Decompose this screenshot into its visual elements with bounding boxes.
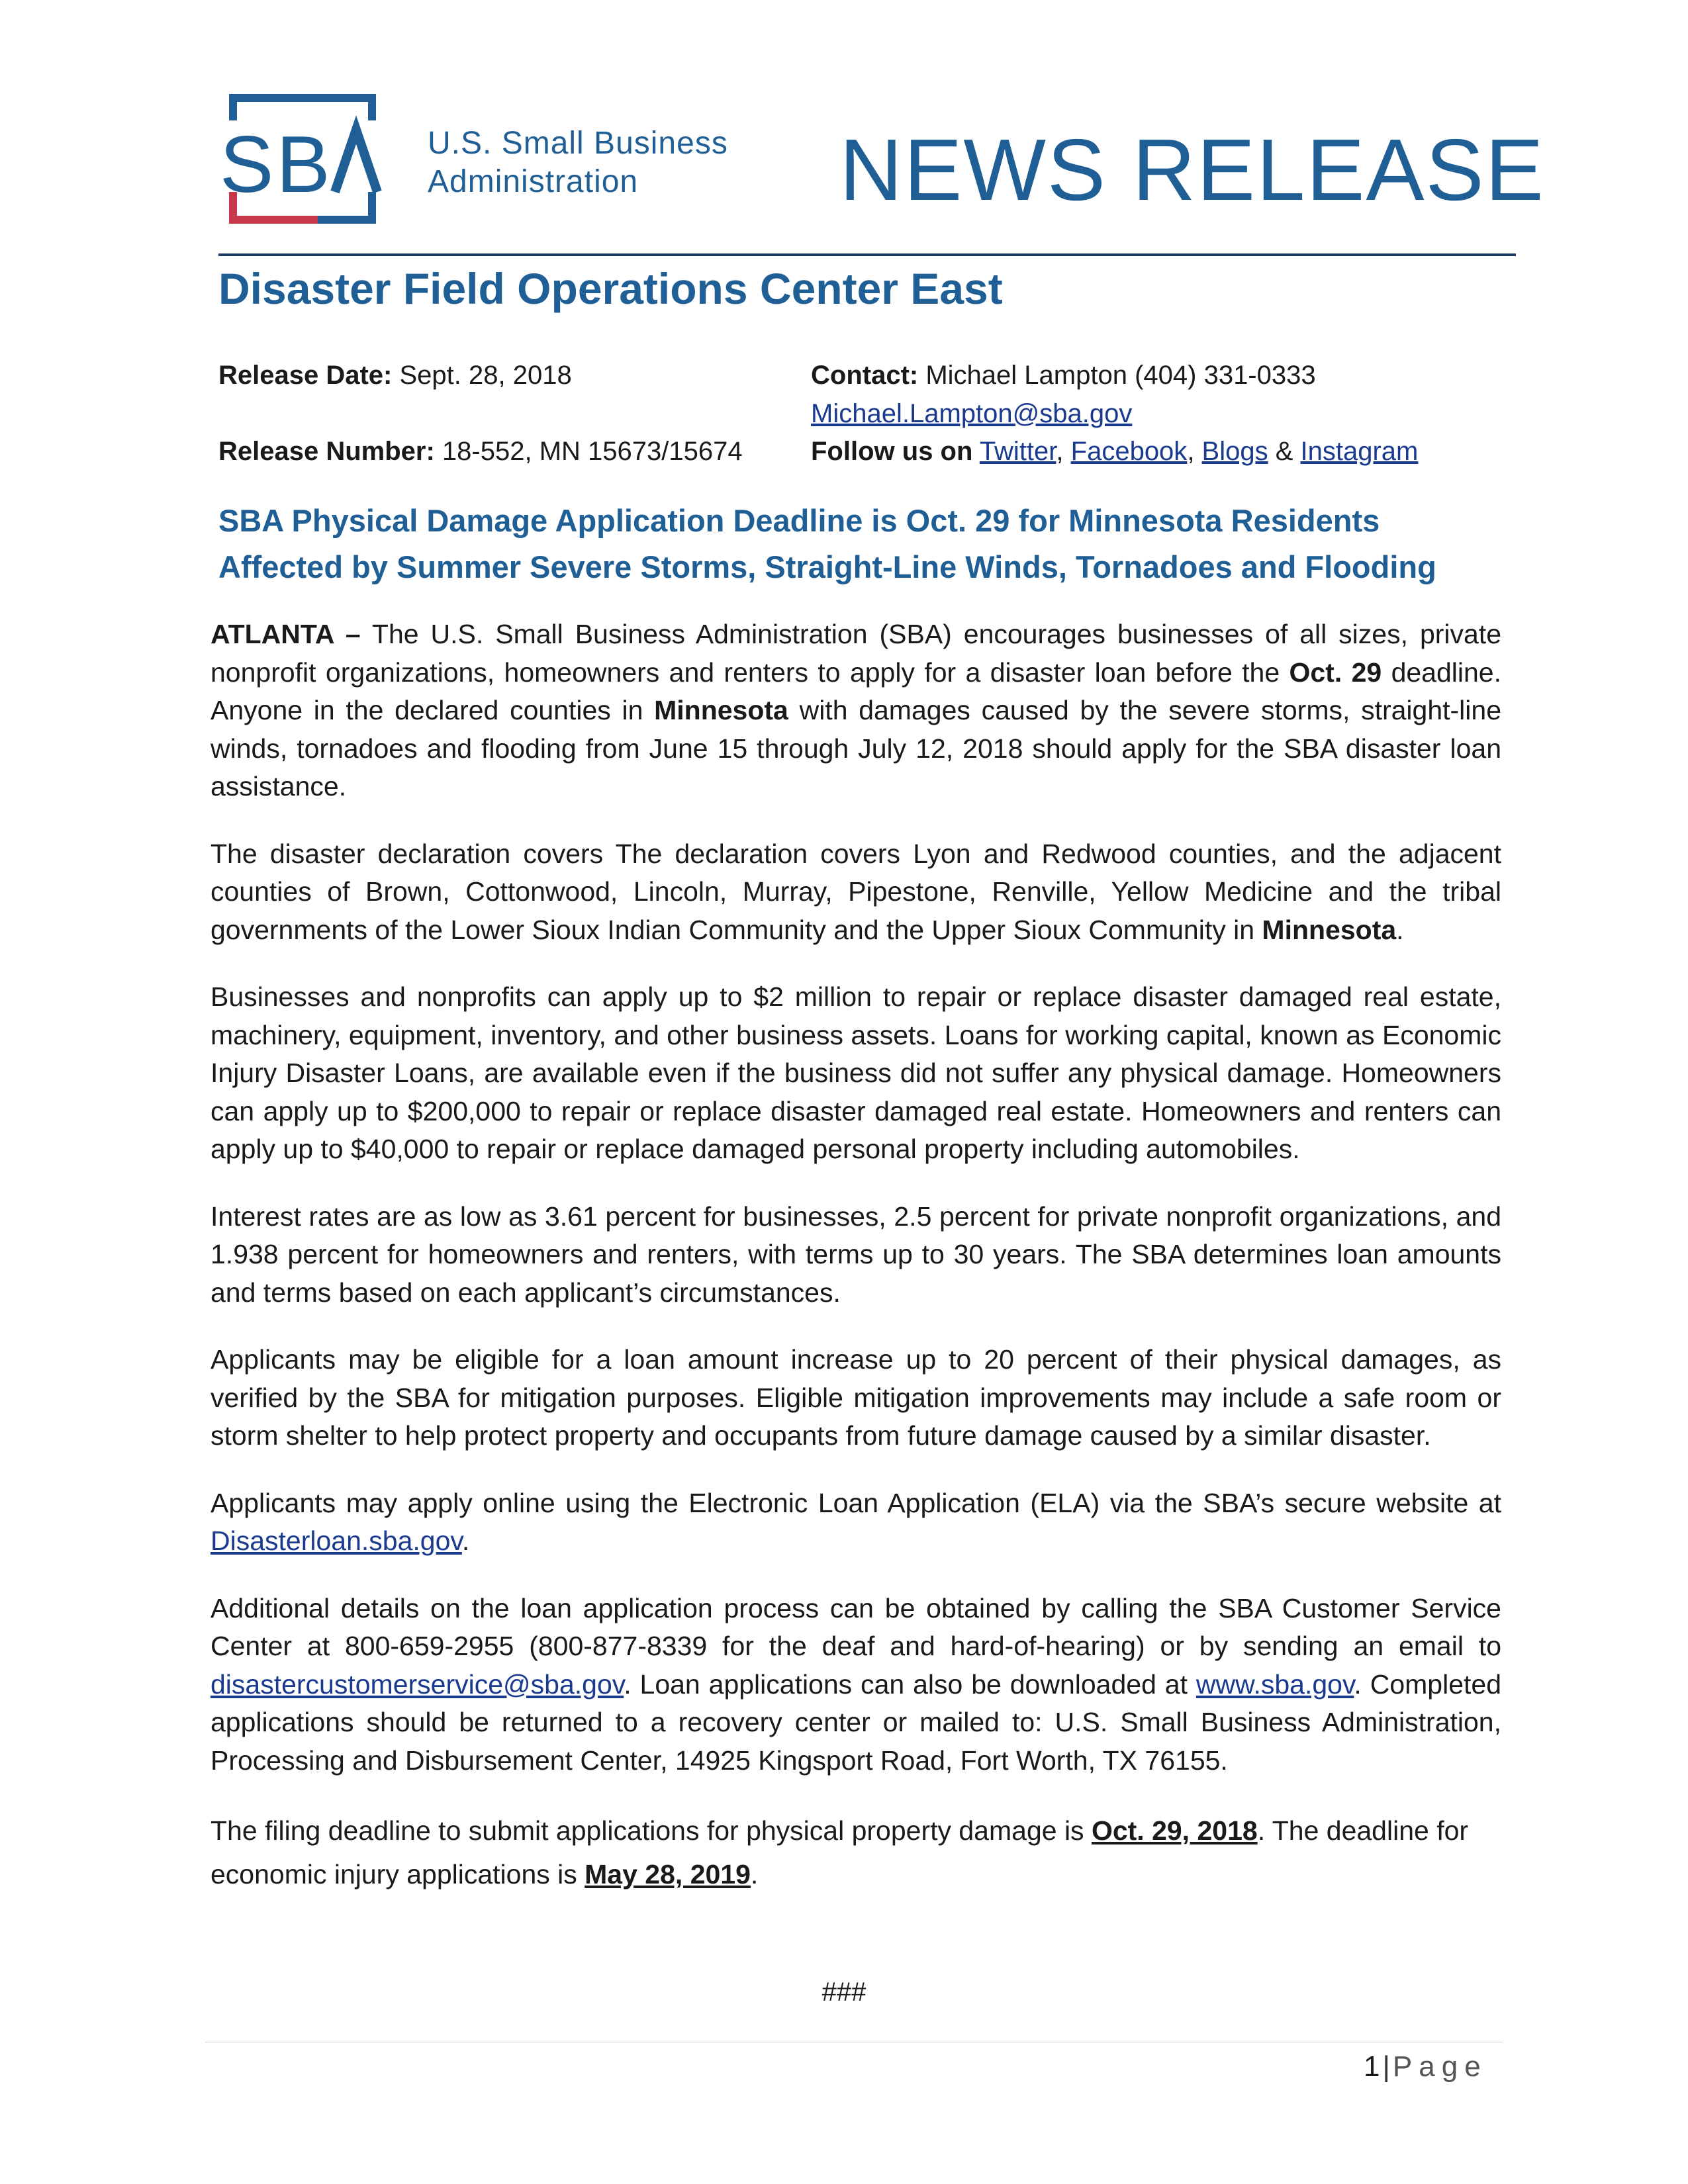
- contact-email-link[interactable]: Michael.Lampton@sba.gov: [811, 399, 1133, 428]
- doc-type-title: NEWS RELEASE: [839, 121, 1545, 218]
- paragraph-7: [211, 1590, 1501, 1780]
- page-separator: |: [1382, 2050, 1390, 2083]
- release-number-label: Release Number:: [218, 437, 435, 466]
- p7-text-b: . Loan applications can also be downloaded at: [624, 1668, 1196, 1700]
- follow-label: Follow us on: [811, 437, 973, 466]
- article-body: [211, 615, 1501, 1925]
- p1-text-c: with damages caused by the severe storms, straight-line winds, tornadoes and flooding from June 15 through July 12, 2018 should apply for the SBA disaster loan assistance.: [211, 695, 1502, 801]
- customer-service-email-link[interactable]: disastercustomerservice@sba.gov: [211, 1668, 624, 1700]
- end-mark: ###: [821, 1978, 867, 2007]
- p2-text-a: The disaster declaration covers The declaration covers Lyon and Redwood counties, and the adjacent counties of Brown, Cottonwood, Lincoln, Murray, Pipestone, Renville, Yellow Medicine and the tribal governments of the Lower Sioux Indian Community and the Upper Sioux Community in: [211, 838, 1501, 945]
- economic-deadline: May 28, 2019: [585, 1859, 751, 1889]
- p1-text-b: deadline. Anyone in the declared counties in: [211, 657, 1501, 725]
- agency-line-2: Administration: [428, 164, 639, 199]
- svg-text:SB: SB: [220, 119, 333, 209]
- paragraph-1: [211, 615, 1501, 806]
- headline: [218, 498, 1516, 590]
- release-date: [218, 356, 572, 394]
- paragraph-2: [211, 835, 1501, 950]
- p6-text-a: Applicants may apply online using the Electronic Loan Application (ELA) via the SBA’s secure website at: [211, 1487, 1501, 1518]
- blogs-link[interactable]: Blogs: [1201, 437, 1268, 466]
- paragraph-5: Applicants may be eligible for a loan amount increase up to 20 percent of their physical damages, as verified by the SBA for mitigation purposes. Eligible mitigation improvements may include a safe room or storm shelter to help protect property and occupants from future damage caused by a similar disaster.: [211, 1344, 1501, 1451]
- p1-deadline: Oct. 29: [1289, 657, 1382, 688]
- p6-text-b: .: [461, 1525, 470, 1556]
- sba-logo-graphic: [218, 93, 391, 232]
- twitter-link[interactable]: Twitter: [979, 437, 1056, 466]
- p7-text-c: . Completed applications should be returned to a recovery center or mailed to: U.S. Small Business Administration, Processing and Disbursement Center, 14925 Kingsport Road, Fort Worth, TX 76155.: [211, 1668, 1501, 1776]
- release-number-value: 18-552, MN 15673/15674: [442, 437, 743, 466]
- contact-name: Michael Lampton: [925, 361, 1127, 390]
- disasterloan-link[interactable]: Disasterloan.sba.gov: [211, 1525, 462, 1556]
- agency-line-1: U.S. Small Business: [428, 126, 728, 161]
- sba-logo: [218, 93, 391, 232]
- p2-text-b: .: [1396, 914, 1404, 945]
- header-divider: [218, 253, 1516, 256]
- headline-line-1: SBA Physical Damage Application Deadline is Oct. 29 for Minnesota Residents: [218, 503, 1380, 538]
- paragraph-4: Interest rates are as low as 3.61 percent for businesses, 2.5 percent for private nonprofit organizations, and 1.938 percent for homeowners and renters, with terms up to 30 years. The SBA determines loan amounts and terms based on each applicant’s circumstances.: [211, 1201, 1501, 1308]
- paragraph-6: [211, 1484, 1501, 1561]
- follow-us: Follow us on Twitter, Facebook, Blogs & Instagram: [811, 437, 1419, 466]
- headline-line-2: Affected by Summer Severe Storms, Straight-Line Winds, Tornadoes and Flooding: [218, 549, 1436, 584]
- paragraph-3: Businesses and nonprofits can apply up to $2 million to repair or replace disaster damaged real estate, machinery, equipment, inventory, and other business assets. Loans for working capital, known as Economic Injury Disaster Loans, are available even if the business did not suffer any physical damage. Homeowners can apply up to $200,000 to repair or replace disaster damaged real estate. Homeowners and renters can apply up to $40,000 to repair or replace damaged personal property including automobiles.: [211, 981, 1501, 1164]
- release-date-label: Release Date:: [218, 361, 393, 390]
- office-title: Disaster Field Operations Center East: [218, 264, 1003, 313]
- p7-text-a: Additional details on the loan application process can be obtained by calling the SBA Customer Service Center at 800-659-2955 (800-877-8339 for the deaf and hard-of-hearing) or by sending an email to: [211, 1592, 1501, 1661]
- sba-website-link[interactable]: www.sba.gov: [1196, 1668, 1354, 1700]
- p8-text-a: The filing deadline to submit applications for physical property damage is: [211, 1815, 1092, 1846]
- contact: [811, 356, 1316, 394]
- physical-deadline: Oct. 29, 2018: [1091, 1815, 1258, 1846]
- contact-email-row: [811, 394, 1132, 433]
- instagram-link[interactable]: Instagram: [1300, 437, 1419, 466]
- page-number-value: 1: [1364, 2050, 1380, 2083]
- p8-text-c: .: [750, 1859, 759, 1889]
- p1-state: Minnesota: [654, 695, 788, 725]
- paragraph-8: [211, 1809, 1501, 1896]
- dateline: ATLANTA –: [211, 619, 361, 649]
- contact-phone: (404) 331-0333: [1135, 361, 1316, 390]
- contact-label: Contact:: [811, 361, 919, 390]
- agency-name: [428, 124, 728, 201]
- p8-text-b: . The deadline for economic injury applications is: [211, 1815, 1469, 1889]
- facebook-link[interactable]: Facebook: [1070, 437, 1188, 466]
- page-number: [1364, 2050, 1487, 2083]
- p1-text-a: The U.S. Small Business Administration (SBA) encourages businesses of all sizes, private nonprofit organizations, homeowners and renters to apply for a disaster loan before the: [211, 619, 1501, 688]
- p2-state: Minnesota: [1262, 914, 1397, 945]
- release-number: [218, 432, 743, 471]
- page-label: Page: [1392, 2050, 1487, 2083]
- release-date-value: Sept. 28, 2018: [399, 361, 572, 390]
